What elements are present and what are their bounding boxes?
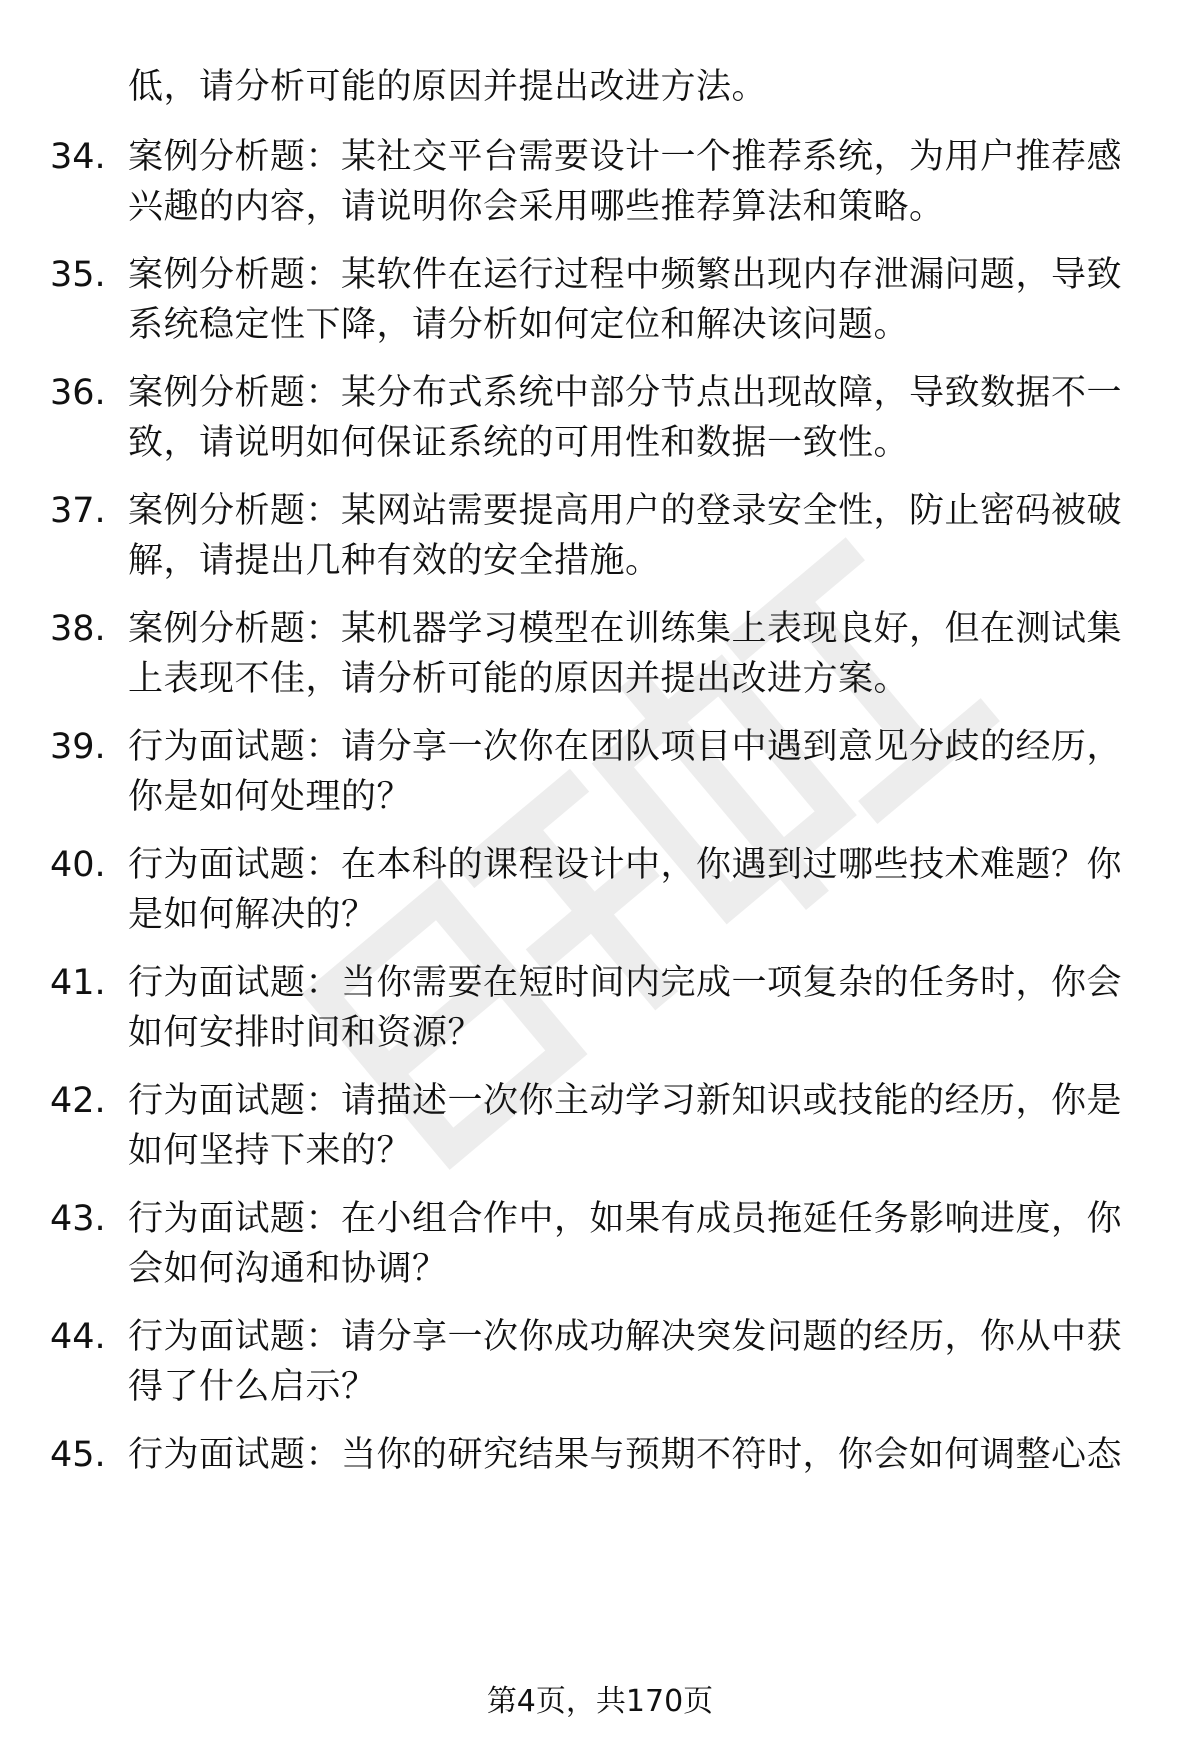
question-number: 40. <box>50 845 106 885</box>
question-number: 34. <box>50 137 106 177</box>
question-text-line: 行为面试题：在小组合作中，如果有成员拖延任务影响进度，你 <box>128 1199 1123 1239</box>
question-text-line: 案例分析题：某网站需要提高用户的登录安全性，防止密码被破 <box>128 491 1123 531</box>
question-text-line: 是如何解决的？ <box>128 895 377 935</box>
question-number: 39. <box>50 727 106 767</box>
question-text-line: 系统稳定性下降，请分析如何定位和解决该问题。 <box>128 305 910 345</box>
question-text-line: 行为面试题：在本科的课程设计中，你遇到过哪些技术难题？你 <box>128 845 1123 885</box>
question-number: 36. <box>50 373 106 413</box>
question-text-line: 兴趣的内容，请说明你会采用哪些推荐算法和策略。 <box>128 187 945 227</box>
question-number: 43. <box>50 1199 106 1239</box>
question-text-line: 行为面试题：请描述一次你主动学习新知识或技能的经历，你是 <box>128 1081 1123 1121</box>
question-number: 37. <box>50 491 106 531</box>
question-text-line: 如何坚持下来的？ <box>128 1131 413 1171</box>
continued-question-text: 低，请分析可能的原因并提出改进方法。 <box>128 67 768 107</box>
page-footer: 第4页，共170页 <box>486 1684 714 1719</box>
question-number: 44. <box>50 1317 106 1357</box>
question-text-line: 案例分析题：某分布式系统中部分节点出现故障，导致数据不一 <box>128 373 1123 413</box>
question-text-line: 如何安排时间和资源？ <box>128 1013 484 1053</box>
question-text-line: 行为面试题：请分享一次你在团队项目中遇到意见分歧的经历， <box>128 727 1123 767</box>
question-number: 35. <box>50 255 106 295</box>
question-text-line: 行为面试题：当你需要在短时间内完成一项复杂的任务时，你会 <box>128 963 1123 1003</box>
question-text-line: 会如何沟通和协调？ <box>128 1249 448 1289</box>
question-number: 45. <box>50 1435 106 1475</box>
question-number: 38. <box>50 609 106 649</box>
question-text-line: 得了什么启示？ <box>128 1367 377 1407</box>
question-text-line: 案例分析题：某软件在运行过程中频繁出现内存泄漏问题，导致 <box>128 255 1123 295</box>
question-text-line: 案例分析题：某社交平台需要设计一个推荐系统，为用户推荐感 <box>128 137 1123 177</box>
question-text-line: 解，请提出几种有效的安全措施。 <box>128 541 661 581</box>
question-text-line: 行为面试题：请分享一次你成功解决突发问题的经历，你从中获 <box>128 1317 1123 1357</box>
question-text-line: 上表现不佳，请分析可能的原因并提出改进方案。 <box>128 659 910 699</box>
question-number: 41. <box>50 963 106 1003</box>
question-number: 42. <box>50 1081 106 1121</box>
question-text-line: 你是如何处理的？ <box>128 777 413 817</box>
question-text-line: 致，请说明如何保证系统的可用性和数据一致性。 <box>128 423 910 463</box>
question-text-line: 案例分析题：某机器学习模型在训练集上表现良好，但在测试集 <box>128 609 1123 649</box>
question-text-line: 行为面试题：当你的研究结果与预期不符时，你会如何调整心态 <box>128 1435 1123 1475</box>
